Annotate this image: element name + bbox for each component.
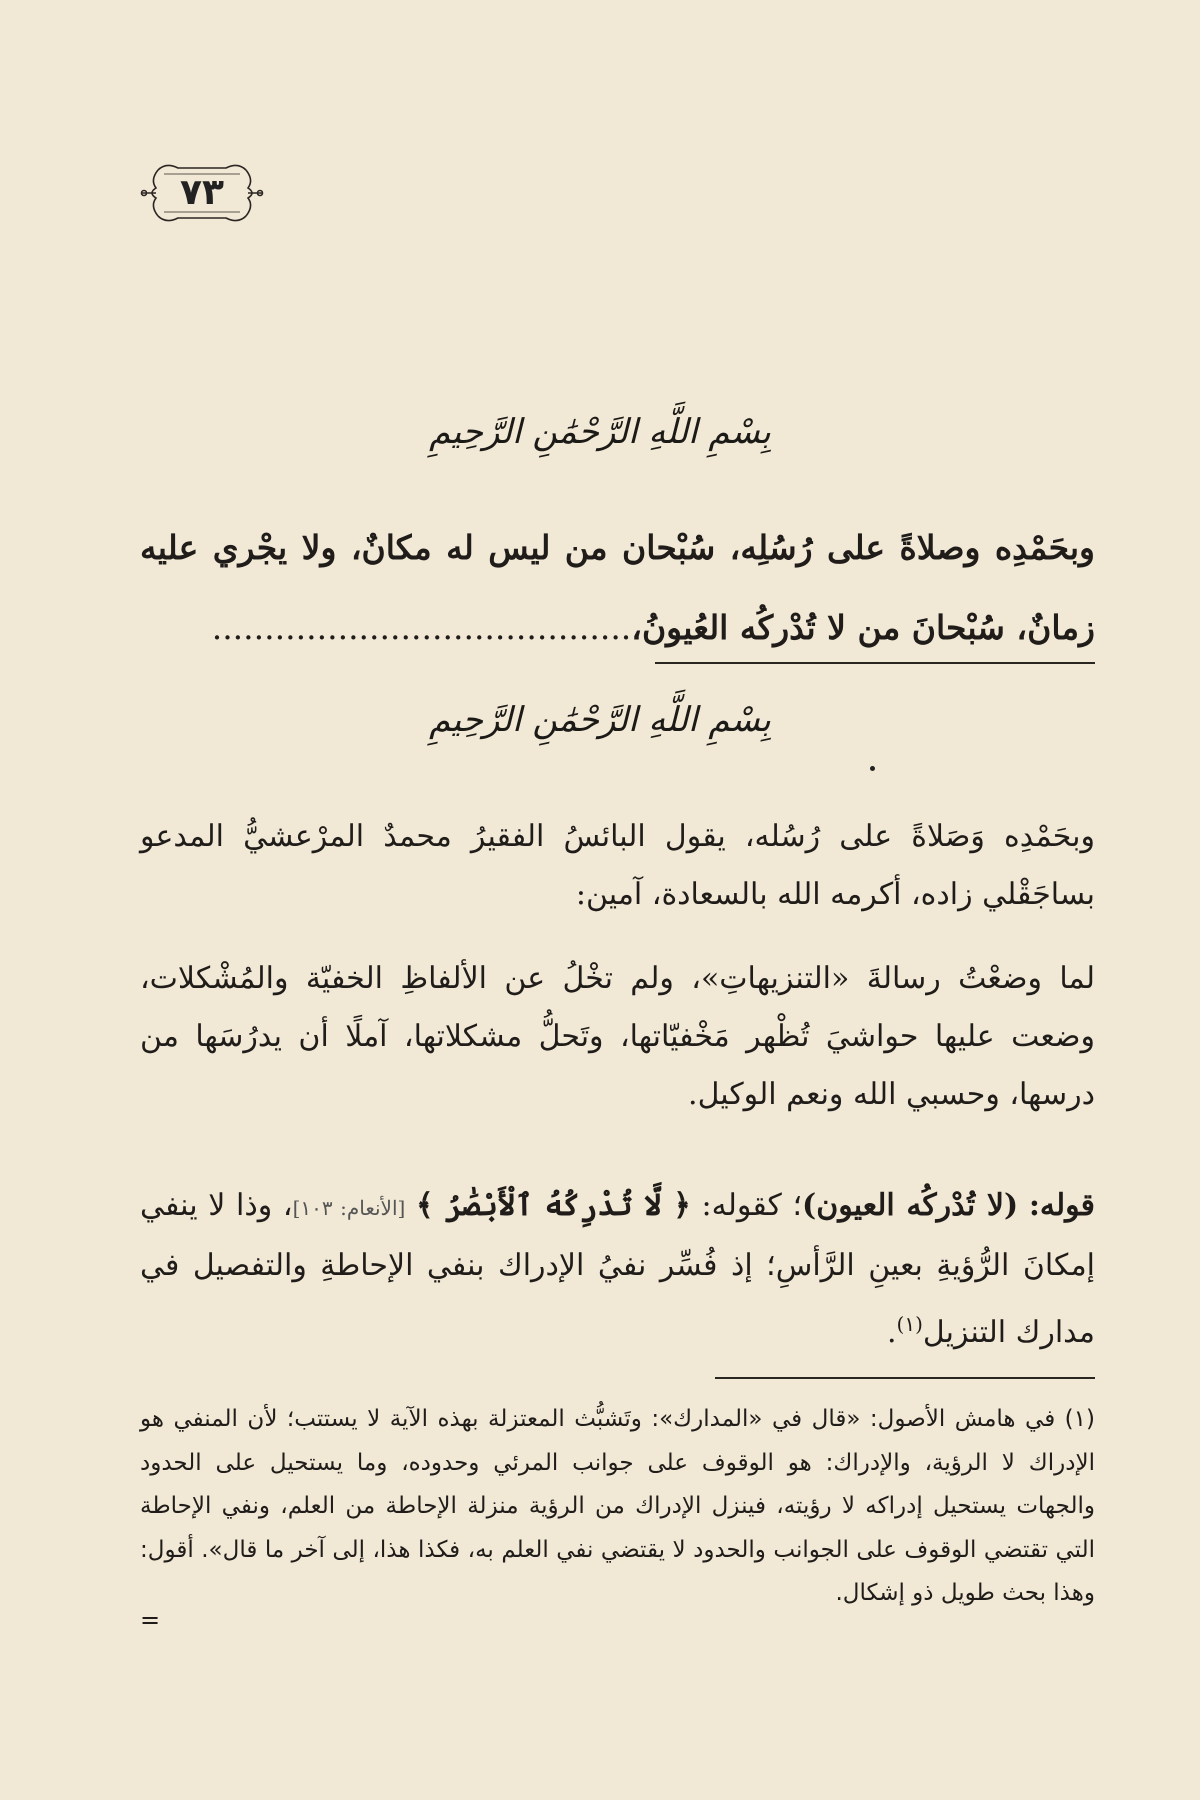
paragraph-purpose: لما وضعْتُ رسالةَ «التنزيهاتِ»، ولم تخْلُ عن الألفاظِ الخفيّة والمُشْكلات، وضعت عليها حواشيَ تُظْهر مَخْفيّاتها، وتَحلُّ مشكلاتها، آملًا أن يدرُسَها من درسها، وحسبي الله ونعم الوكيل. bbox=[140, 961, 1095, 1112]
commentary-mid: ؛ كقوله: bbox=[701, 1188, 803, 1223]
basmala-top: بِسْمِ اللَّهِ الرَّحْمَٰنِ الرَّحِيمِ bbox=[429, 412, 771, 452]
footnote-rule bbox=[715, 1377, 1095, 1379]
page-number: ٧٣ bbox=[180, 172, 224, 213]
commentary-lead: قوله: bbox=[1028, 1188, 1095, 1223]
footnote-text: (١) في هامش الأصول: «قال في «المدارك»: وتَشبُّث المعتزلة بهذه الآية لا يستتب؛ لأن المنفي هو الإدراك لا الرؤية، والإدراك: هو الوقوف على جوانب المرئي وحدوده، وما يستحيل على الحدود والجهات يستحيل إدراكه لا رؤيته، فينزل الإدراك من الرؤية منزلة الإحاطة من العلم، ونفي الإحاطة التي تقتضي الوقوف على الجوانب والحدود لا يقتضي نفي العلم به، فكذا هذا، إلى آخر ما قال». أقول: وهذا بحث طويل ذو إشكال. bbox=[140, 1406, 1095, 1606]
quran-verse: ﴿ لَّا تُدْرِكُهُ ٱلْأَبْصَٰرُ ﴾ bbox=[416, 1188, 691, 1223]
paragraph-commentary bbox=[140, 1177, 1095, 1362]
basmala-second: بِسْمِ اللَّهِ الرَّحْمَٰنِ الرَّحِيمِ bbox=[429, 700, 771, 740]
footnote-continuation-mark: = bbox=[140, 1606, 161, 1634]
commentary-rest: ، وذا لا ينفي إمكانَ الرُّؤيةِ بعينِ الرَّأسِ؛ إذ فُسِّر نفيُ الإدراك بنفي الإحاطةِ والتفصيل في مدارك التنزيل bbox=[140, 1188, 1095, 1350]
opening-invocation bbox=[140, 508, 1095, 668]
opening-invocation-text: وبحَمْدِه وصلاةً على رُسُلِه، سُبْحان من ليس له مكانٌ، ولا يجْري عليه زمانٌ، سُبْحانَ من لا تُدْركُه العُيونُ، bbox=[140, 528, 1095, 647]
commentary-quote: (لا تُدْركُه العيون) bbox=[802, 1188, 1019, 1223]
verse-reference: [الأنعام: ١٠٣] bbox=[292, 1196, 406, 1220]
commentary-end: . bbox=[886, 1315, 897, 1350]
footnote-marker[interactable]: (١) bbox=[896, 1312, 923, 1336]
intro-paragraph: وبحَمْدِه وَصَلاةً على رُسُله، يقول البائسُ الفقيرُ محمدٌ المرْعشيُّ المدعو بساجَقْلي زاده، أكرمه الله بالسعادة، آمين: bbox=[140, 819, 1095, 912]
separator-rule bbox=[655, 662, 1095, 664]
opening-invocation-dots: ........................................ bbox=[211, 608, 632, 647]
small-dot-mark bbox=[870, 766, 875, 771]
page-number-ornament bbox=[138, 158, 266, 228]
